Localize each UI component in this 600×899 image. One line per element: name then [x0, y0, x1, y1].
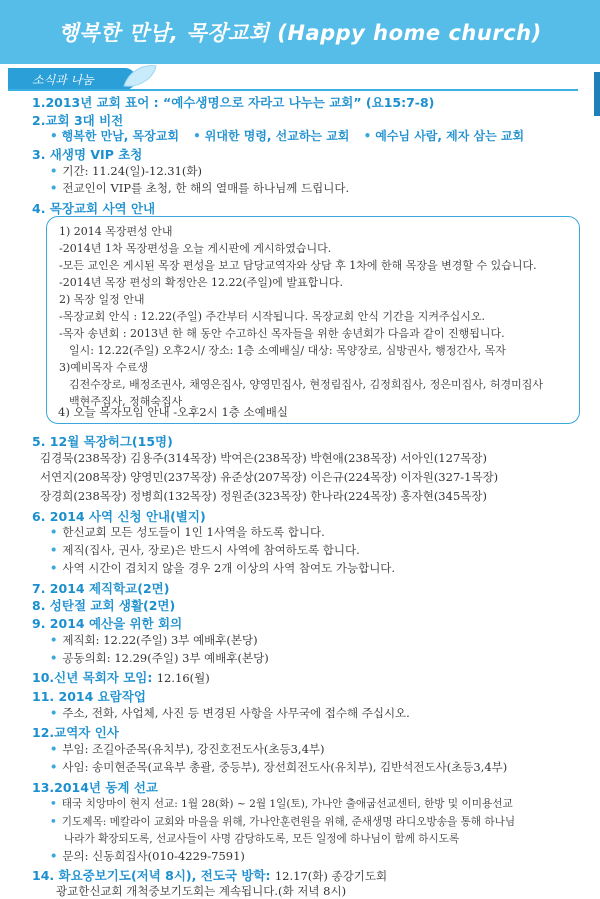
box-line: 4) 오늘 목자모임 안내 -오후2시 1층 소예배실 [58, 405, 288, 419]
list-item: • 주소, 전화, 사업체, 사진 등 변경된 사항을 사무국에 접수해 주십시오. [50, 706, 410, 720]
item-5-title: 5. 12월 목장허그(15명) [32, 434, 173, 449]
list-item: • 제직(집사, 권사, 장로)은 반드시 사역에 참여하도록 합니다. [50, 543, 360, 557]
header-banner [0, 0, 600, 64]
list-item: 광교한신교회 개척중보기도회는 계속됩니다.(화 저녁 8시) [56, 884, 347, 898]
box-line: 백현주집사, 정해숙집사 [69, 395, 183, 408]
list-item: • 문의: 신동희집사(010-4229-7591) [50, 849, 245, 863]
item-3-title: 3. 새생명 VIP 초청 [32, 147, 143, 162]
list-item: • 공동의회: 12.29(주일) 3부 예배후(본당) [50, 651, 269, 665]
box-line: 김전수장로, 배정조권사, 채영은집사, 양영민집사, 현정림집사, 김정희집사, 정은미집사, 허경미집사 [69, 378, 543, 391]
box-line: -모든 교인은 게시된 목장 편성을 보고 담당교역자와 상담 후 1차에 한해 목장을 변경할 수 있습니다. [59, 259, 537, 272]
item-6-title: 6. 2014 사역 신청 안내(별지) [32, 509, 206, 524]
item-2-title: 2.교회 3대 비전 [32, 113, 124, 128]
list-item: • 제직회: 12.22(주일) 3부 예배후(본당) [50, 633, 258, 647]
list-item: • 태국 치앙마이 현지 선교: 1월 28(화) ~ 2월 1일(토), 가나안 출애굽선교센터, 한방 및 이미용선교 [50, 798, 513, 810]
item-1-title: 1.2013년 교회 표어 : “예수생명으로 자라고 나누는 교회” (요15:7-8) [32, 95, 435, 110]
list-item: 김경묵(238목장) 김용주(314목장) 박여은(238목장) 박현애(238목장) 서아인(127목장) [40, 451, 487, 465]
box-line: 2) 목장 일정 안내 [59, 293, 145, 306]
section-tab [8, 68, 136, 90]
item-7-title: 7. 2014 제직학교(2면) [32, 581, 170, 596]
vision-list: • 행복한 만남, 목장교회 • 위대한 명령, 선교하는 교회 • 예수님 사람, 제자 삼는 교회 [50, 129, 525, 143]
box-line: 1) 2014 목장편성 안내 [59, 225, 173, 238]
page-title: 행복한 만남, 목장교회 (Happy home church) [58, 21, 542, 45]
item-12-title: 12.교역자 인사 [32, 725, 119, 740]
item-13-title: 13.2014년 동계 선교 [32, 780, 159, 795]
item-8-title: 8. 성탄절 교회 생활(2면) [32, 598, 176, 613]
box-line: 3)예비목자 수료생 [59, 361, 149, 374]
item-11-title: 11. 2014 요람작업 [32, 689, 146, 704]
vision-1: 행복한 만남, 목장교회 [61, 129, 179, 143]
leaf-icon [120, 62, 160, 92]
item-9-title: 9. 2014 예산을 위한 회의 [32, 616, 183, 631]
box-line: -2014년 1차 목장편성을 오늘 게시판에 게시하였습니다. [59, 242, 332, 255]
item-4-title: 4. 목장교회 사역 안내 [32, 201, 156, 216]
page-edge-mark [594, 72, 600, 116]
ministry-info-box [46, 216, 580, 424]
list-item: 나라가 확장되도록, 선교사들이 사명 감당하도록, 모든 일정에 하나님이 함께 하시도록 [64, 833, 460, 845]
box-line: 일시: 12.22(주일) 오후2시/ 장소: 1층 소예배실/ 대상: 목양장로, 심방권사, 행정간사, 목자 [69, 344, 506, 357]
section-tab-label: 소식과 나눔 [32, 73, 94, 87]
box-line: -목자 송년회 : 2013년 한 해 동안 수고하신 목자들을 위한 송년회가 다음과 같이 진행됩니다. [59, 327, 505, 340]
item-10-title: 10.신년 목회자 모임: 12.16(월) [32, 670, 210, 685]
vision-3: 예수님 사람, 제자 삼는 교회 [375, 129, 525, 143]
item-14-title: 14. 화요중보기도(저녁 8시), 전도국 방학: 12.17(화) 종강기도회 [32, 868, 388, 883]
list-item: • 전교인이 VIP를 초청, 한 해의 열매를 하나님께 드립니다. [50, 181, 350, 195]
divider [8, 89, 578, 91]
list-item: 서연지(208목장) 양영민(237목장) 유준상(207목장) 이은규(224목장) 이자원(327-1목장) [40, 470, 499, 484]
box-line: -목장교회 안식 : 12.22(주일) 주간부터 시작됩니다. 목장교회 안식 기간을 지켜주십시오. [59, 310, 485, 323]
list-item: • 부임: 조길아준목(유치부), 강진호전도사(초등3,4부) [50, 742, 325, 756]
list-item: • 기도제목: 메칼라이 교회와 마을을 위해, 가나안훈련원을 위해, 준새생명 라디오방송을 통해 하나님 [50, 816, 516, 828]
list-item: 장경희(238목장) 정병희(132목장) 정원준(323목장) 한나라(224목장) 홍자현(345목장) [40, 489, 487, 503]
box-line: -2014년 목장 편성의 확정안은 12.22(주일)에 발표합니다. [59, 276, 344, 289]
vision-2: 위대한 명령, 선교하는 교회 [204, 129, 350, 143]
list-item: • 한신교회 모든 성도들이 1인 1사역을 하도록 합니다. [50, 525, 325, 539]
list-item: • 사역 시간이 겹치지 않을 경우 2개 이상의 사역 참여도 가능합니다. [50, 561, 396, 575]
list-item: • 사임: 송미현준목(교육부 총괄, 중등부), 장선희전도사(유치부), 김반석전도사(초등3,4부) [50, 760, 508, 774]
list-item: • 기간: 11.24(일)-12.31(화) [50, 164, 203, 178]
